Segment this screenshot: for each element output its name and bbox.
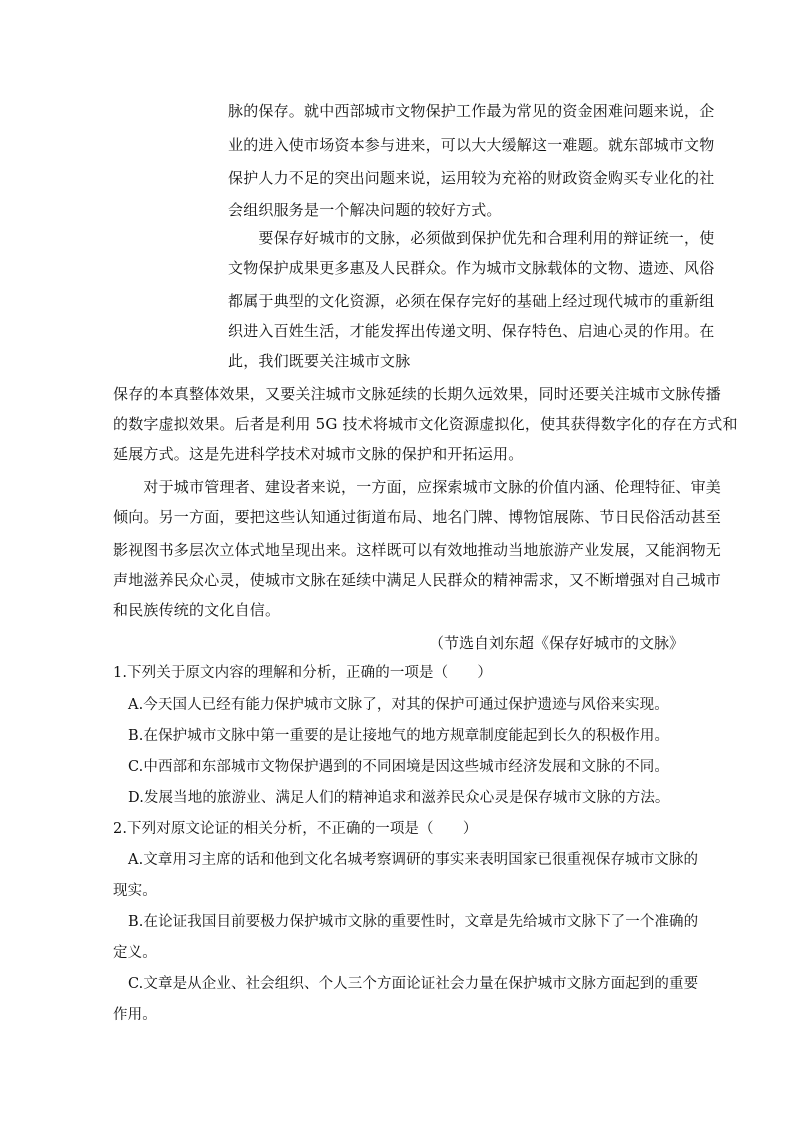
article-line: 会组织服务是一个解决问题的较好方式。 <box>228 201 502 219</box>
article-line: 倾向。另一方面，要把这些认知通过街道布局、地名门牌、博物馆展陈、节日民俗活动甚至 <box>113 508 722 526</box>
article-line: 延展方式。这是先进科学技术对城市文脉的保护和开拓运用。 <box>113 445 524 463</box>
question-2-option-b-continued: 定义。 <box>113 945 157 961</box>
article-line: 业的进入使市场资本参与进来，可以大大缓解这一难题。就东部城市文物 <box>228 136 715 154</box>
question-2-option-b: B.在论证我国目前要极力保护城市文脉的重要性时，文章是先给城市文脉下了一个准确的 <box>128 914 699 930</box>
article-line: 文物保护成果更多惠及人民群众。作为城市文脉载体的文物、遗迹、风俗 <box>228 259 715 277</box>
question-1-option-c: C.中西部和东部城市文物保护遇到的不同困境是因这些城市经济发展和文脉的不同。 <box>128 759 669 775</box>
article-line: 织进入百姓生活，才能发挥出传递文明、保存特色、启迪心灵的作用。在 <box>228 322 715 340</box>
question-1-option-b: B.在保护城市文脉中第一重要的是让接地气的地方规章制度能起到长久的积极作用。 <box>128 728 670 744</box>
article-line: 保护人力不足的突出问题来说，运用较为充裕的财政资金购买专业化的社 <box>228 169 715 187</box>
article-line: 和民族传统的文化自信。 <box>113 601 281 619</box>
article-line: 影视图书多层次立体式地呈现出来。这样既可以有效地推动当地旅游产业发展，又能润物无 <box>113 541 722 559</box>
article-line: 保存的本真整体效果，又要关注城市文脉延续的长期久远效果，同时还要关注城市文脉传播 <box>113 385 722 403</box>
article-line: 此，我们既要关注城市文脉 <box>228 352 411 370</box>
article-line: 都属于典型的文化资源，必须在保存完好的基础上经过现代城市的重新组 <box>228 292 715 310</box>
question-2-stem: 2.下列对原文论证的相关分析，不正确的一项是（ ） <box>113 821 478 837</box>
question-2-option-a-continued: 现实。 <box>113 883 157 899</box>
question-1-option-a: A.今天国人已经有能力保护城市文脉了，对其的保护可通过保护遗迹与风俗来实现。 <box>128 697 669 713</box>
article-paragraph-start: 要保存好城市的文脉，必须做到保护优先和合理利用的辩证统一，使 <box>228 229 715 247</box>
question-2-option-a: A.文章用习主席的话和他到文化名城考察调研的事实来表明国家已很重视保存城市文脉的 <box>128 852 699 868</box>
article-line: 声地滋养民众心灵，使城市文脉在延续中满足人民群众的精神需求，又不断增强对自己城市 <box>113 571 722 589</box>
article-line: 脉的保存。就中西部城市文物保护工作最为常见的资金困难问题来说，企 <box>228 102 715 120</box>
question-1-stem: 1.下列关于原文内容的理解和分析，正确的一项是（ ） <box>113 665 493 681</box>
article-source: （节选自刘东超《保存好城市的文脉》 <box>428 634 684 652</box>
question-2-option-c-continued: 作用。 <box>113 1007 157 1023</box>
question-1-option-d: D.发展当地的旅游业、满足人们的精神追求和滋养民众心灵是保存城市文脉的方法。 <box>128 790 670 806</box>
article-line: 的数字虚拟效果。后者是利用 5G 技术将城市文化资源虚拟化，使其获得数字化的存在方式和 <box>113 415 738 433</box>
question-2-option-c: C.文章是从企业、社会组织、个人三个方面论证社会力量在保护城市文脉方面起到的重要 <box>128 976 699 992</box>
article-paragraph-start: 对于城市管理者、建设者来说，一方面，应探索城市文脉的价值内涵、伦理特征、审美 <box>113 478 722 496</box>
